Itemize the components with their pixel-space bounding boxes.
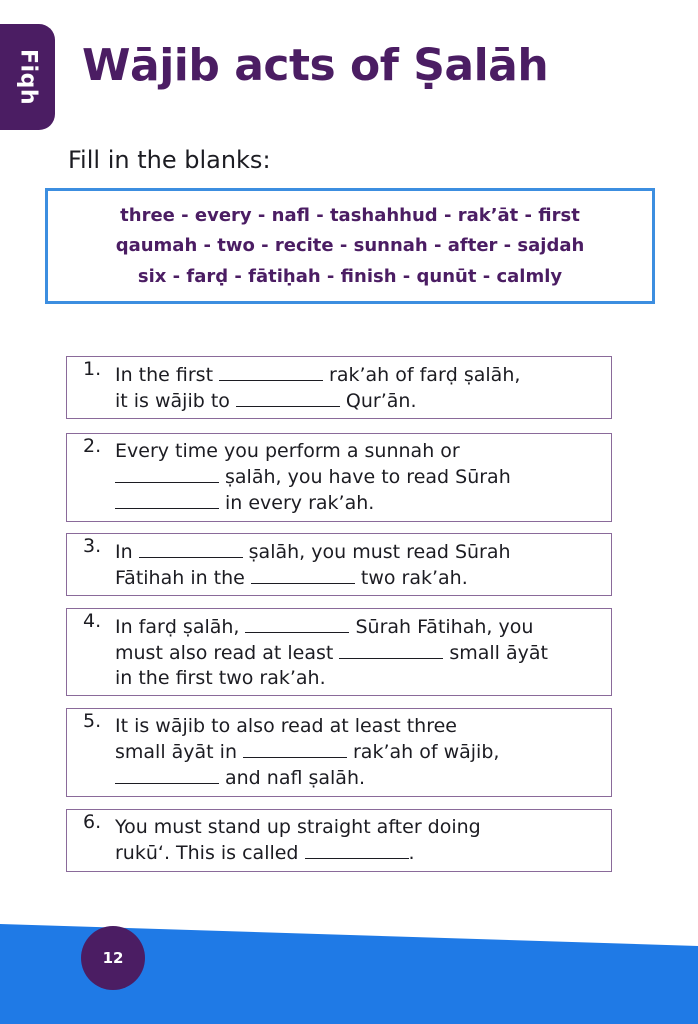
question-text-part: Fātihah in the xyxy=(115,566,245,589)
word-bank-line: qaumah - two - recite - sunnah - after - sajdah xyxy=(115,235,585,257)
question-text xyxy=(115,362,520,414)
question-number: 6. xyxy=(83,811,102,833)
question-text-part: It is wājib to also read at least three xyxy=(115,715,457,737)
question-6 xyxy=(66,809,612,872)
instruction-heading: Fill in the blanks: xyxy=(68,146,271,174)
answer-blank[interactable] xyxy=(245,614,349,633)
question-number: 5. xyxy=(83,710,102,732)
question-text-part: rak’ah of farḍ ṣalāh, xyxy=(329,363,521,386)
question-text xyxy=(115,439,511,516)
question-text-part: In xyxy=(115,540,133,563)
question-2 xyxy=(66,433,612,522)
question-text xyxy=(115,714,499,791)
answer-blank[interactable] xyxy=(339,640,443,659)
question-number: 2. xyxy=(83,435,102,457)
question-text-part: must also read at least xyxy=(115,641,334,664)
question-text-part: You must stand up straight after doing xyxy=(115,816,481,838)
answer-blank[interactable] xyxy=(305,840,409,859)
question-text-part: small āyāt xyxy=(449,641,548,664)
answer-blank[interactable] xyxy=(219,362,323,381)
answer-blank[interactable] xyxy=(139,539,243,558)
question-text-part: rukū‘. This is called xyxy=(115,842,299,864)
question-text-part: ṣalāh, you have to read Sūrah xyxy=(225,466,511,488)
section-tab-label: Fiqh xyxy=(15,49,40,105)
word-bank-line: six - farḍ - fātiḥah - finish - qunūt - calmly xyxy=(137,265,563,287)
question-text-part: In farḍ ṣalāh, xyxy=(115,615,240,638)
question-text-part: . xyxy=(408,842,415,864)
answer-blank[interactable] xyxy=(115,464,219,483)
question-text-part: small āyāt in xyxy=(115,741,237,763)
question-text-part: Sūrah Fātihah, you xyxy=(355,615,534,638)
question-text-part: ṣalāh, you must read Sūrah xyxy=(248,540,511,563)
question-text-part: it is wājib to xyxy=(115,389,230,412)
word-bank xyxy=(45,188,655,304)
question-text-part: two rak’ah. xyxy=(360,566,468,589)
answer-blank[interactable] xyxy=(243,739,347,758)
question-text-part: in every rak’ah. xyxy=(225,492,375,514)
question-1 xyxy=(66,356,612,419)
question-text xyxy=(115,614,548,691)
question-text-part: Qur’ān. xyxy=(345,389,417,412)
question-text xyxy=(115,539,511,591)
question-number: 3. xyxy=(83,535,102,557)
question-text-part: Every time you perform a sunnah or xyxy=(115,440,460,462)
question-number: 1. xyxy=(83,358,102,380)
question-text-part: in the first two rak’ah. xyxy=(115,666,326,689)
answer-blank[interactable] xyxy=(236,388,340,407)
answer-blank[interactable] xyxy=(115,765,219,784)
question-text-part: In the first xyxy=(115,363,214,386)
page-number: 12 xyxy=(81,926,145,990)
answer-blank[interactable] xyxy=(251,565,355,584)
answer-blank[interactable] xyxy=(115,490,219,509)
question-number: 4. xyxy=(83,610,102,632)
word-bank-line: three - every - nafl - tashahhud - rak’āt - first xyxy=(120,204,580,226)
page-title: Wājib acts of Ṣalāh xyxy=(82,40,549,91)
question-text xyxy=(115,815,481,866)
section-tab xyxy=(0,24,55,130)
question-4 xyxy=(66,608,612,696)
question-text-part: rak’ah of wājib, xyxy=(353,741,500,763)
question-text-part: and nafl ṣalāh. xyxy=(225,767,366,789)
question-3 xyxy=(66,533,612,596)
question-5 xyxy=(66,708,612,797)
